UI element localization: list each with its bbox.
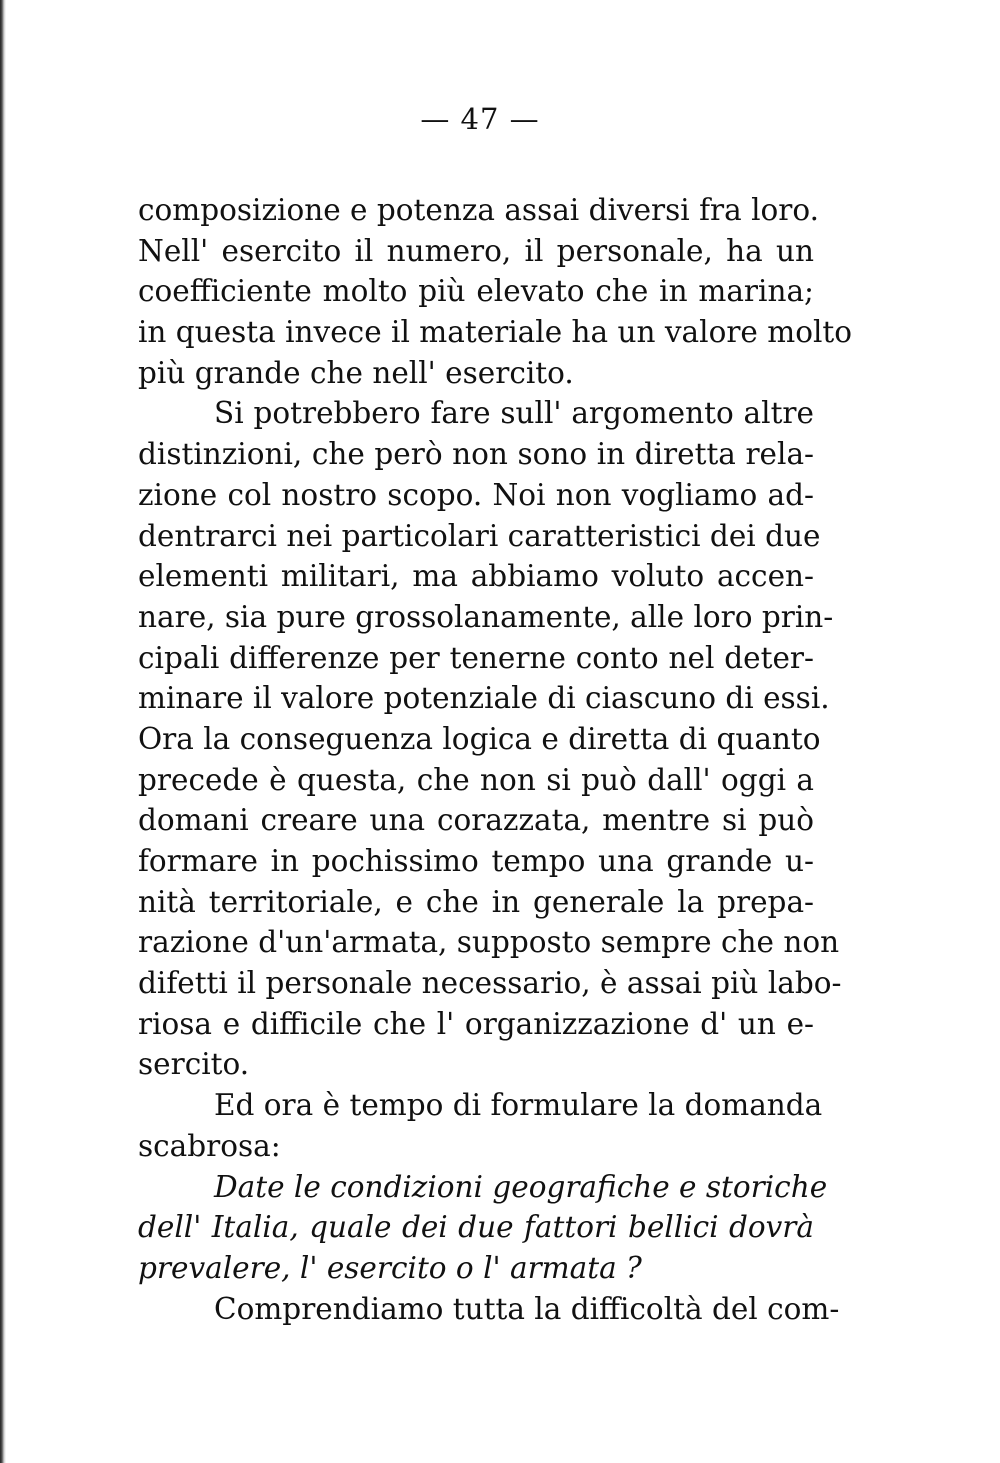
- text-line: minare il valore potenziale di ciascuno di essi.: [138, 681, 830, 716]
- text-line: Ed ora è tempo di formulare la domanda: [214, 1088, 823, 1123]
- text-line: elementi militari, ma abbiamo voluto accen-: [138, 559, 814, 594]
- text-line: precede è questa, che non si può dall' oggi a: [138, 762, 814, 797]
- text-line: Ora la conseguenza logica e diretta di quanto: [138, 721, 821, 756]
- text-line: nare, sia pure grossolanamente, alle loro prin-: [138, 599, 834, 634]
- page-edge-shadow: [0, 0, 6, 1463]
- text-line: composizione e potenza assai diversi fra loro.: [138, 193, 820, 227]
- page-body: [138, 190, 853, 1329]
- italic-text-line: prevalere, l' esercito o l' armata ?: [138, 1250, 642, 1285]
- text-line: coefficiente molto più elevato che in marina;: [138, 274, 814, 309]
- text-line: Nell' esercito il numero, il personale, ha un: [138, 233, 814, 268]
- text-line: più grande che nell' esercito.: [138, 355, 574, 390]
- page-number: — 47 —: [420, 102, 540, 136]
- text-line: sercito.: [138, 1047, 250, 1082]
- text-line: razione d'un'armata, supposto sempre che non: [138, 925, 840, 960]
- text-line: dentrarci nei particolari caratteristici dei due: [138, 518, 821, 553]
- text-line: zione col nostro scopo. Noi non vogliamo ad-: [138, 477, 814, 512]
- text-line: distinzioni, che però non sono in diretta rela-: [138, 437, 814, 472]
- text-line: scabrosa:: [138, 1128, 281, 1163]
- text-line: nità territoriale, e che in generale la prepa-: [138, 884, 814, 919]
- text-line: in questa invece il materiale ha un valore molto: [138, 315, 853, 350]
- text-line: domani creare una corazzata, mentre si può: [138, 803, 814, 838]
- text-line: Comprendiamo tutta la difficoltà del com-: [214, 1291, 840, 1326]
- text-line: formare in pochissimo tempo una grande u-: [138, 844, 814, 878]
- text-line: riosa e difficile che l' organizzazione d' un e-: [138, 1006, 814, 1041]
- italic-text-line: Date le condizioni geografiche e storiche: [214, 1169, 828, 1204]
- text-line: Si potrebbero fare sull' argomento altre: [214, 396, 814, 431]
- text-line: difetti il personale necessario, è assai più labo-: [138, 966, 842, 1001]
- text-line: cipali differenze per tenerne conto nel deter-: [138, 640, 814, 675]
- italic-text-line: dell' Italia, quale dei due fattori bellici dovrà: [138, 1210, 814, 1245]
